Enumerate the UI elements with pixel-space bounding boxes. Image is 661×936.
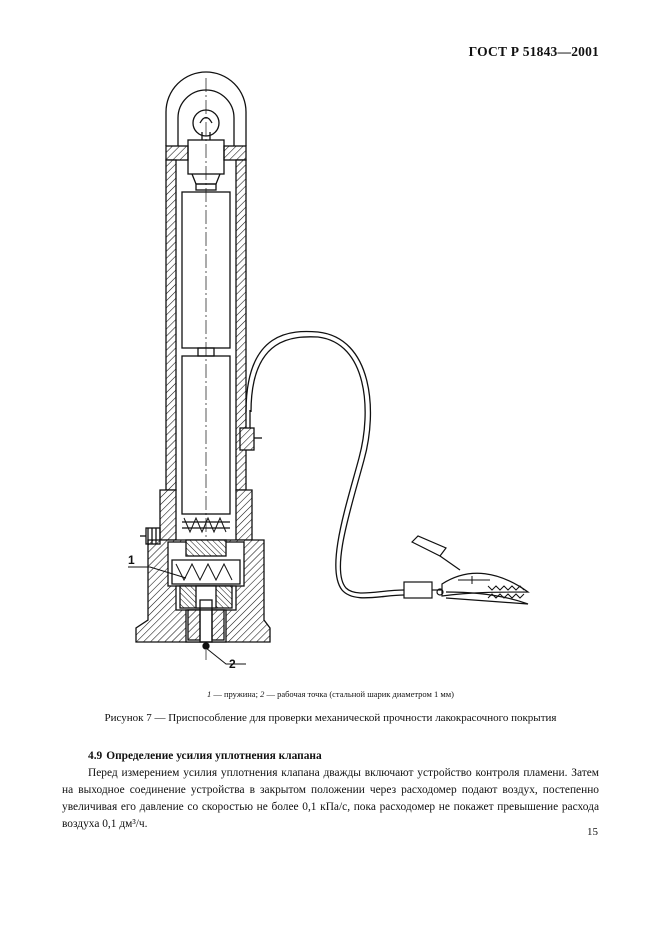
page-number: 15 bbox=[587, 826, 598, 838]
alligator-clip bbox=[404, 536, 528, 604]
section-paragraph: Перед измерением усилия уплотнения клапана дважды включают устройство контроля пламени. Затем на выходное соединение устройства в закрытом положении через расходомер подают воздух, постепенно увеличивая его давление со скоростью не более 0,1 кПа/с, пока расходомер не покажет превышение расхода воздуха 0,1 дм³/ч. bbox=[62, 767, 599, 830]
figure-caption: Рисунок 7 — Приспособление для проверки механической прочности лакокрасочного покрытия bbox=[104, 712, 557, 724]
callout-label-1: 1 bbox=[128, 553, 135, 567]
device-body bbox=[136, 72, 270, 660]
document-header: ГОСТ Р 51843—2001 bbox=[468, 44, 599, 59]
legend-text-2: — рабочая точка (стальной шарик диаметром 1 мм) bbox=[264, 689, 454, 699]
legend-number-1: 1 bbox=[207, 689, 212, 699]
callout-label-2: 2 bbox=[229, 657, 236, 671]
section-number: 4.9 bbox=[88, 750, 103, 762]
cable bbox=[246, 331, 404, 597]
section-title: Определение усилия уплотнения клапана bbox=[106, 750, 322, 762]
legend-number-2: 2 bbox=[260, 689, 265, 699]
section-heading bbox=[62, 748, 599, 765]
legend-text-1: — пружина; bbox=[211, 689, 261, 699]
section-4-9 bbox=[62, 748, 599, 833]
figure-legend bbox=[0, 689, 661, 699]
